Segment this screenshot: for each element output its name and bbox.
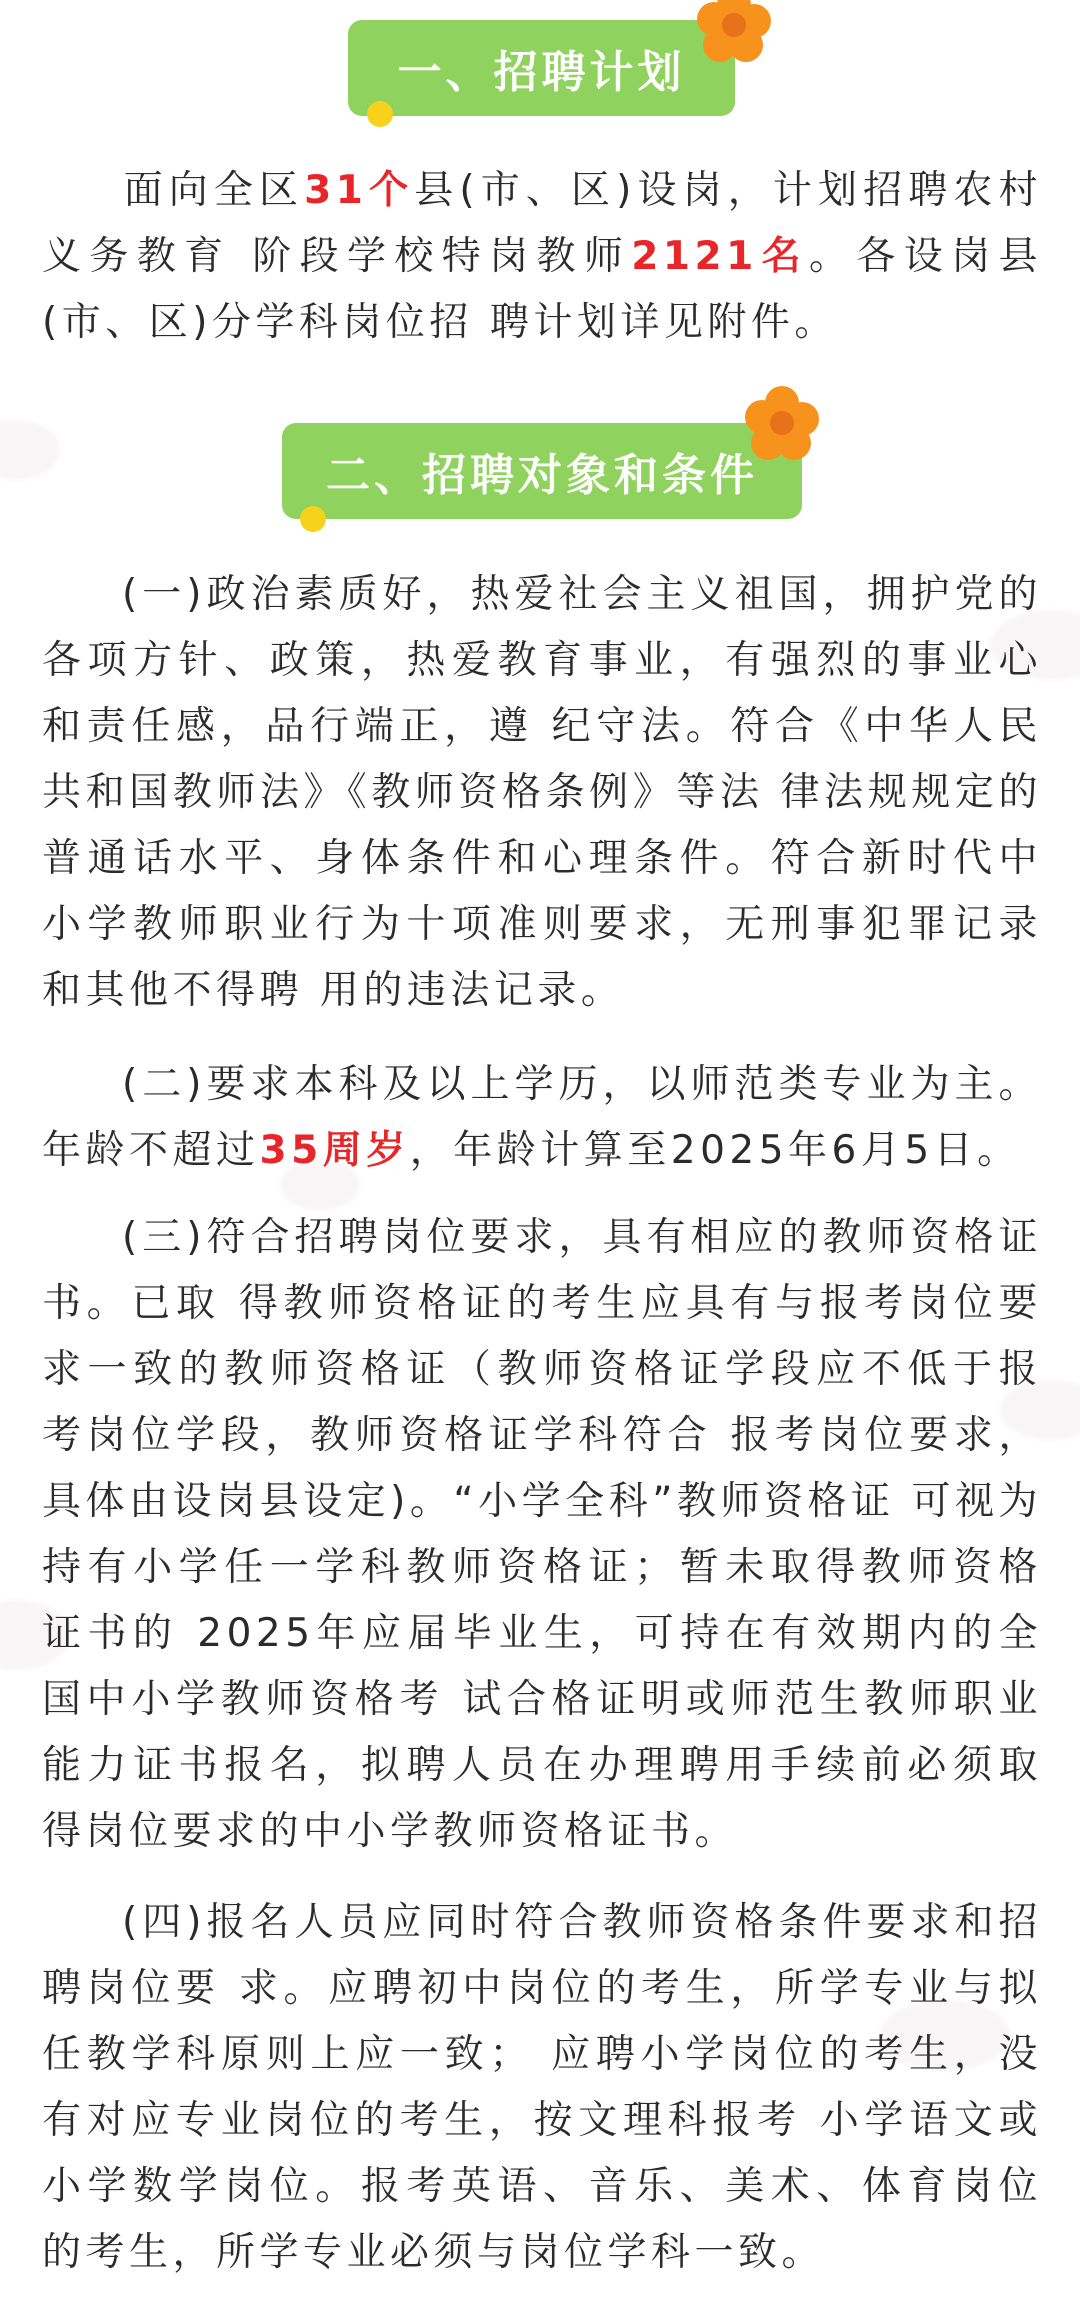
background-petal [0, 420, 60, 480]
paragraph-text: ，年龄计算至2025年6月5日。 [409, 1128, 1021, 1173]
dot-icon [300, 506, 326, 532]
paragraph-text: 县(市、区)设岗，计划招聘农村义务教育 阶段学校特岗教师 [42, 168, 1042, 279]
paragraph-text: (三)符合招聘岗位要求，具有相应的教师资格证书。已取 得教师资格证的考生应具有与报考岗位要求一致的教师资格证（教师资格证学段应不低于报考岗位学段，教师资格证学科符合 报考岗位要求，具体由设岗县设定)。“小学全科”教师资格证 可视为持有小学任一学科教师资格证；暂未取得教师资格证书的 2025年应届毕业生，可持在有效期内的全国中小学教师资格考 试合格证明或师范生教师职业能力证书报名，拟聘人员在办理聘用手续前必须取得岗位要求的中小学教师资格证书。 [42, 1215, 1042, 1854]
section-title-plan [348, 20, 735, 116]
section-title-text: 二、招聘对象和条件 [326, 450, 758, 501]
paragraph-plan [42, 158, 1042, 356]
paragraph-condition-1 [42, 562, 1042, 1024]
paragraph-text: (二)要求本科及以上学历，以师范类专业为主。年龄不超过 [42, 1062, 1042, 1173]
paragraph-text: (四)报名人员应同时符合教师资格条件要求和招聘岗位要 求。应聘初中岗位的考生，所学专业与拟任教学科原则上应一致； 应聘小学岗位的考生，没有对应专业岗位的考生，按文理科报考 小学语文或小学数学岗位。报考英语、音乐、美术、体育岗位的考生，所学专业必须与岗位学科一致。 [42, 1900, 1042, 2275]
section-title-text: 一、招聘计划 [397, 47, 686, 98]
paragraph-condition-2 [42, 1052, 1042, 1184]
highlighted-text: 31个 [304, 168, 415, 213]
paragraph-text: (一)政治素质好，热爱社会主义祖国，拥护党的各项方针、政策，热爱教育事业，有强烈的事业心和责任感，品行端正，遵 纪守法。符合《中华人民共和国教师法》《教师资格条例》等法 律法规规定的普通话水平、身体条件和心理条件。符合新时代中小学教师职业行为十项准则要求，无刑事犯罪记录和其他不得聘 用的违法记录。 [42, 572, 1042, 1013]
flower-icon [697, 0, 771, 62]
paragraph-text: 。各设岗县(市、区)分学科岗位招 聘计划详见附件。 [42, 234, 1042, 345]
flower-icon [745, 386, 819, 460]
section-title-conditions [282, 423, 802, 519]
paragraph-condition-3 [42, 1205, 1042, 1865]
dot-icon [367, 101, 393, 127]
highlighted-text: 2121名 [631, 234, 810, 279]
paragraph-text: 面向全区 [122, 168, 305, 213]
paragraph-condition-4 [42, 1890, 1042, 2286]
highlighted-text: 35周岁 [259, 1128, 410, 1173]
